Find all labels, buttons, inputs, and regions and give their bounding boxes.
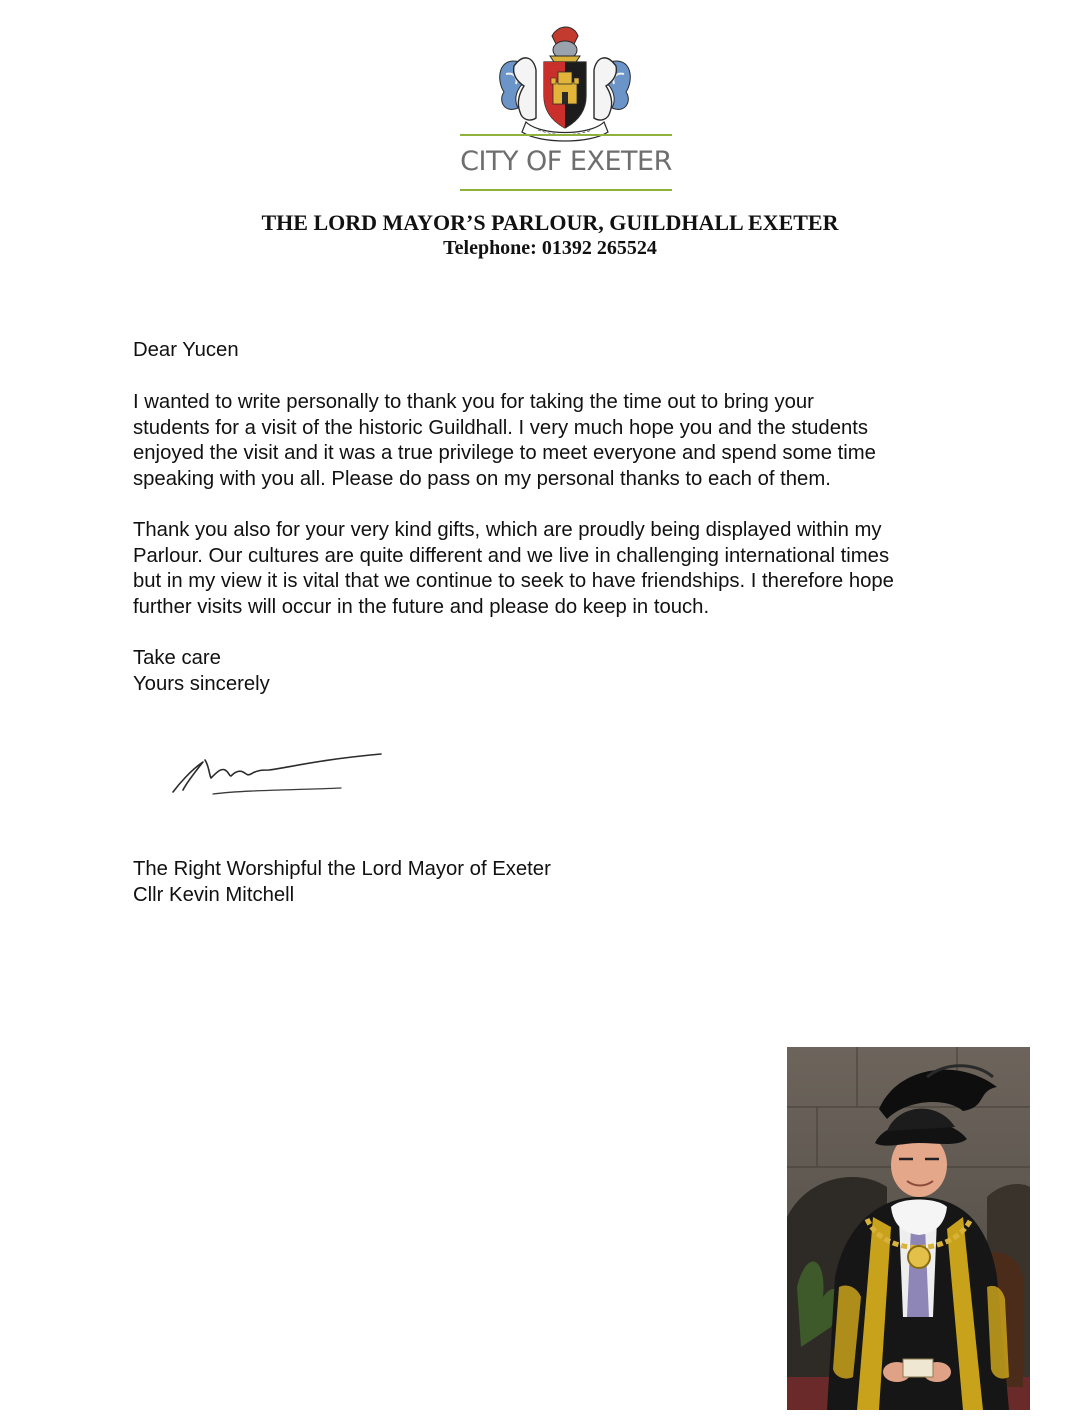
paragraph-2-line: Parlour. Our cultures are quite different and we live in challenging international times: [133, 544, 890, 567]
signatory: [133, 857, 993, 908]
city-name-logo-text: CITY OF EXETER: [460, 146, 672, 177]
letterhead-title: THE LORD MAYOR’S PARLOUR, GUILDHALL EXETER: [261, 210, 839, 235]
letterhead-telephone: Telephone: 01392 265524: [443, 237, 657, 259]
paragraph-2-line: Thank you also for your very kind gifts, which are proudly being displayed within my: [133, 519, 882, 541]
closing: [133, 646, 993, 697]
closing-line: Take care: [133, 647, 221, 669]
paragraph-1-line: I wanted to write personally to thank you for taking the time out to bring your: [133, 391, 814, 413]
logo-top-rule: [460, 134, 672, 136]
city-coat-of-arms-logo: [490, 22, 640, 144]
salutation: Dear Yucen: [133, 339, 239, 361]
paragraph-1-line: students for a visit of the historic Guildhall. I very much hope you and the students: [133, 416, 869, 439]
paragraph-1: [133, 390, 993, 493]
lord-mayor-portrait-photo: [787, 1047, 1030, 1410]
closing-line: Yours sincerely: [133, 672, 270, 695]
paragraph-2: [133, 518, 993, 621]
signatory-name: Cllr Kevin Mitchell: [133, 883, 295, 906]
paragraph-1-line: enjoyed the visit and it was a true privilege to meet everyone and spend some time: [133, 442, 876, 465]
logo-bottom-rule: [460, 189, 672, 191]
handwritten-signature: [165, 746, 390, 802]
signatory-title: The Right Worshipful the Lord Mayor of Exeter: [133, 858, 551, 880]
paragraph-1-line: speaking with you all. Please do pass on my personal thanks to each of them.: [133, 468, 831, 491]
paragraph-2-line: further visits will occur in the future and please do keep in touch.: [133, 596, 710, 619]
paragraph-2-line: but in my view it is vital that we continue to seek to have friendships. I therefore hope: [133, 570, 894, 593]
